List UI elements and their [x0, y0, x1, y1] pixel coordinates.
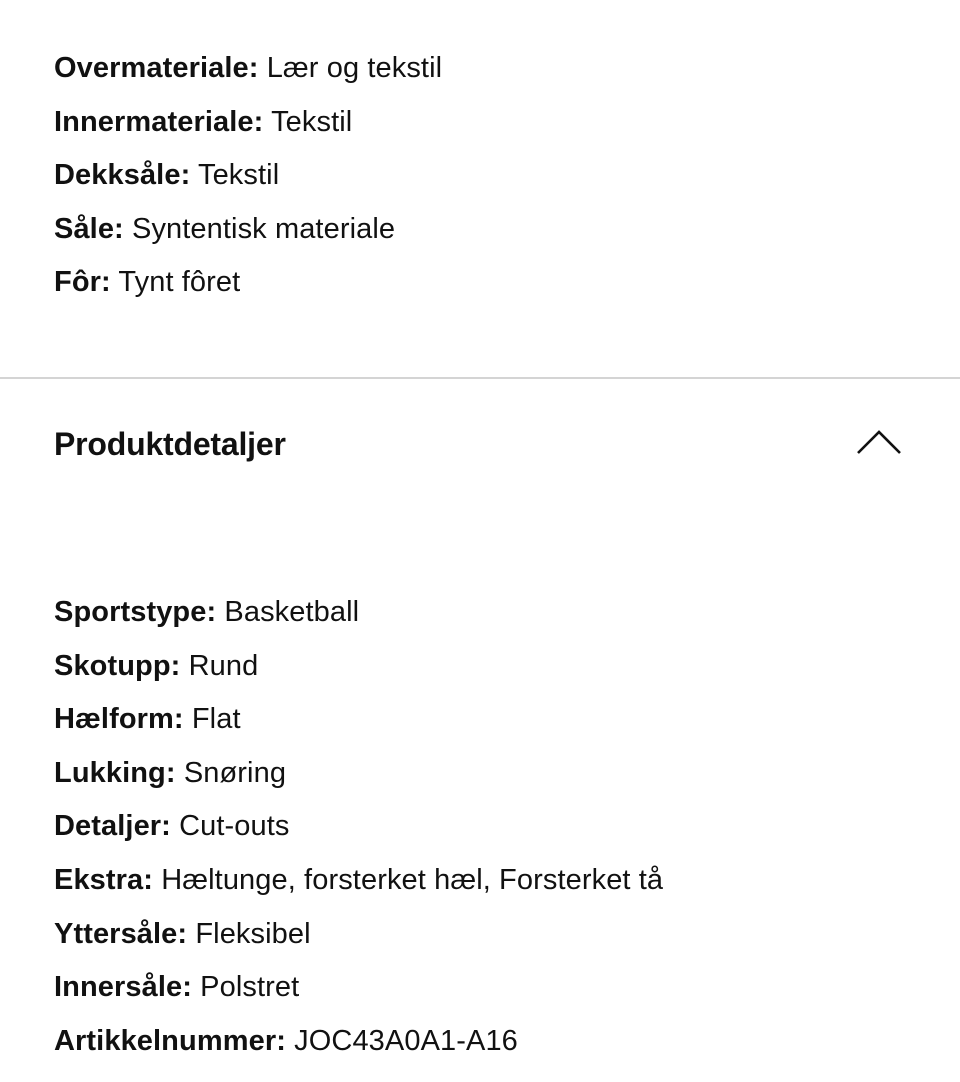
attribute-label: Ekstra: — [54, 863, 154, 896]
attribute-label: Hælform: — [54, 703, 184, 736]
attribute-label: Yttersåle: — [54, 917, 188, 950]
attribute-value: Fleksibel — [195, 917, 311, 950]
detail-yttersale — [54, 908, 663, 962]
attribute-label: Fôr: — [54, 266, 111, 299]
attribute-value: Flat — [191, 703, 241, 736]
detail-skotupp — [54, 640, 663, 694]
material-for — [54, 256, 442, 310]
attribute-value: Polstret — [200, 971, 300, 1004]
material-overmateriale — [54, 42, 442, 96]
materials-list — [54, 42, 442, 310]
attribute-value: Snøring — [183, 756, 287, 789]
attribute-value: Lær og tekstil — [266, 52, 443, 84]
material-dekksale — [54, 149, 442, 203]
attribute-label: Detaljer: — [54, 810, 171, 843]
detail-innersale — [54, 961, 663, 1015]
detail-lukking — [54, 747, 663, 801]
attribute-label: Skotupp: — [54, 649, 181, 682]
detail-artikkelnummer — [54, 1015, 663, 1069]
attribute-value: Cut-outs — [179, 810, 290, 843]
attribute-value: Tynt fôret — [118, 266, 241, 299]
chevron-up-icon[interactable] — [856, 428, 902, 456]
attribute-label: Artikkelnummer: — [54, 1024, 286, 1057]
attribute-label: Sportstype: — [54, 596, 217, 628]
detail-ekstra — [54, 854, 663, 908]
section-title: Produktdetaljer — [54, 426, 286, 462]
product-details-list — [54, 586, 663, 1068]
detail-sportstype — [54, 586, 663, 640]
attribute-value: Syntentisk materiale — [132, 212, 396, 245]
attribute-label: Innersåle: — [54, 971, 192, 1004]
attribute-value: Basketball — [224, 596, 360, 628]
attribute-value: JOC43A0A1-A16 — [294, 1024, 518, 1057]
attribute-label: Lukking: — [54, 756, 176, 789]
attribute-value: Tekstil — [197, 159, 280, 192]
attribute-value: Tekstil — [271, 105, 353, 138]
section-divider — [0, 377, 960, 379]
attribute-label: Dekksåle: — [54, 159, 191, 192]
detail-detaljer — [54, 800, 663, 854]
material-innermateriale — [54, 96, 442, 150]
attribute-label: Såle: — [54, 212, 124, 245]
detail-haelform — [54, 693, 663, 747]
attribute-value: Rund — [188, 649, 259, 682]
attribute-value: Hæltunge, forsterket hæl, Forsterket tå — [161, 863, 664, 896]
product-details-accordion-header[interactable] — [0, 400, 960, 490]
material-sale — [54, 203, 442, 257]
attribute-label: Innermateriale: — [54, 105, 264, 138]
attribute-label: Overmateriale: — [54, 52, 259, 84]
